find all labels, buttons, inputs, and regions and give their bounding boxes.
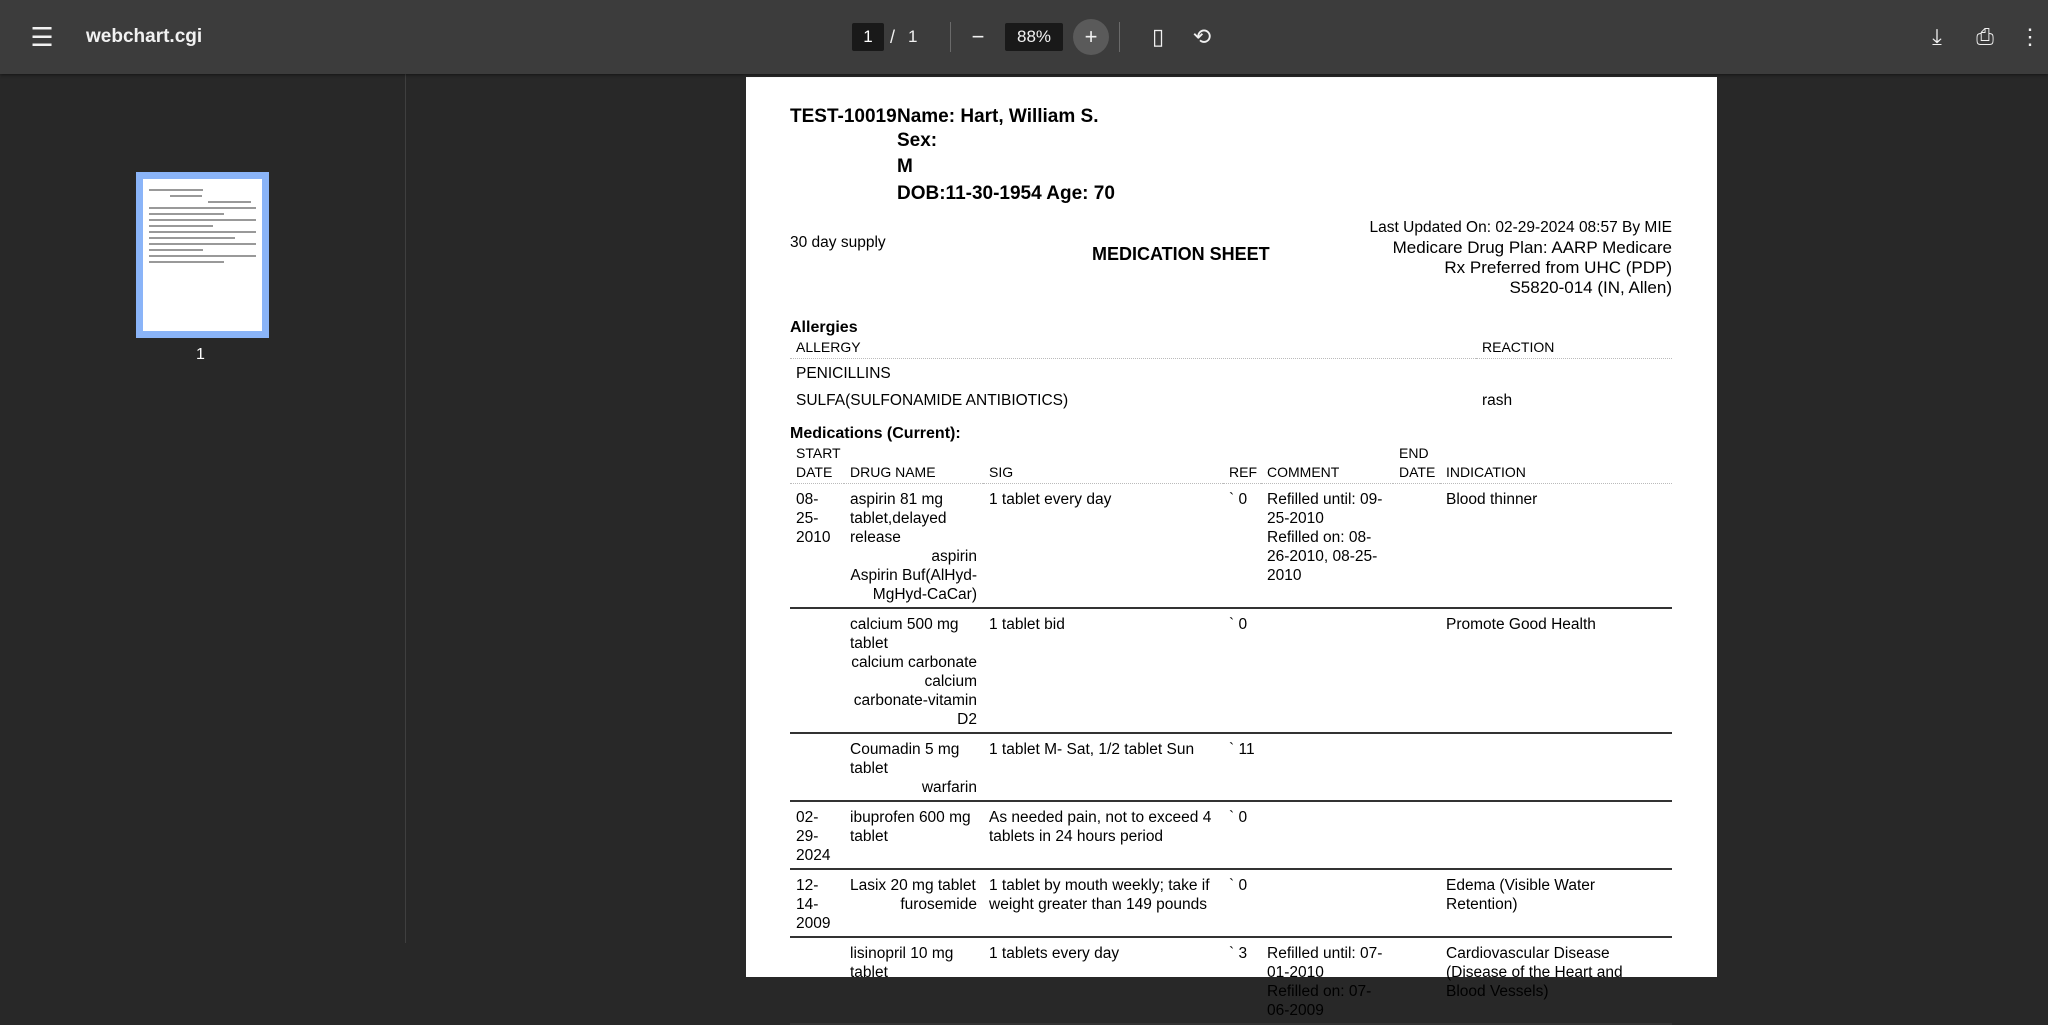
indication <box>1440 733 1672 801</box>
drug-name-cell <box>844 733 983 801</box>
start-date <box>790 733 844 801</box>
medication-row <box>790 484 1672 609</box>
allergy-reaction <box>1476 359 1672 387</box>
pdf-toolbar <box>0 0 2048 74</box>
download-icon[interactable]: ⤓ <box>1932 24 1942 49</box>
refills: ` 11 <box>1223 733 1261 801</box>
column-header-sig: SIG <box>983 443 1223 484</box>
end-date <box>1393 869 1440 937</box>
end-date <box>1393 608 1440 733</box>
start-date: 08-25-2010 <box>790 484 844 609</box>
comment-cell <box>1261 869 1393 937</box>
drug-name: lisinopril 10 mg tablet <box>850 945 954 981</box>
drug-name-cell <box>844 608 983 733</box>
column-header: ALLERGY <box>790 337 1476 359</box>
divider <box>950 22 951 52</box>
last-updated: Last Updated On: 02-29-2024 08:57 By MIE <box>1369 219 1672 236</box>
comment-cell <box>1261 801 1393 869</box>
allergies-heading: Allergies <box>790 319 858 336</box>
drug-name-cell <box>844 484 983 609</box>
medication-row <box>790 869 1672 937</box>
sig: 1 tablet by mouth weekly; take if weight greater than 149 pounds <box>983 869 1223 937</box>
comment-cell <box>1261 937 1393 1024</box>
generic-name: aspirin <box>931 548 977 565</box>
column-header-drug-name: DRUG NAME <box>844 443 983 484</box>
document-title: webchart.cgi <box>86 26 203 47</box>
drug-plan-line: S5820-014 (IN, Allen) <box>1509 278 1672 297</box>
thumbnail-page-number: 1 <box>196 346 205 363</box>
sheet-title: MEDICATION SHEET <box>1092 244 1270 264</box>
zoom-level-input[interactable]: 88% <box>1005 23 1063 51</box>
drug-name: aspirin 81 mg tablet,delayed release <box>850 491 947 546</box>
sig: 1 tablet every day <box>983 484 1223 609</box>
pdf-page <box>746 77 1717 1019</box>
sig: 1 tablet bid <box>983 608 1223 733</box>
drug-name-cell <box>844 869 983 937</box>
drug-plan-line: Rx Preferred from UHC (PDP) <box>1444 258 1672 277</box>
indication: Cardiovascular Disease (Disease of the Heart and Blood Vessels) <box>1440 937 1672 1024</box>
start-date <box>790 608 844 733</box>
zoom-in-icon[interactable]: + <box>1073 19 1109 55</box>
zoom-out-icon[interactable]: − <box>971 24 985 49</box>
end-date <box>1393 801 1440 869</box>
patient-sex: M <box>897 156 913 177</box>
generic-name: furosemide <box>900 896 977 913</box>
indication: Blood thinner <box>1440 484 1672 609</box>
refills: ` 0 <box>1223 484 1261 609</box>
drug-name-cell <box>844 937 983 1024</box>
column-header-comment: COMMENT <box>1261 443 1393 484</box>
comment-cell <box>1261 608 1393 733</box>
patient-id: TEST-10019 <box>790 106 897 127</box>
generic-name: calcium carbonate-vitamin D2 <box>853 673 977 728</box>
generic-name: Aspirin Buf(AlHyd-MgHyd-CaCar) <box>850 567 977 603</box>
page-separator: / <box>890 26 896 47</box>
medication-row <box>790 937 1672 1024</box>
fit-page-icon[interactable]: ▯ <box>1151 24 1165 49</box>
divider <box>1119 22 1120 52</box>
more-icon[interactable]: ⋮ <box>2019 24 2041 49</box>
end-date <box>1393 937 1440 1024</box>
column-header: REACTION <box>1476 337 1672 359</box>
medication-row <box>790 801 1672 869</box>
allergy-reaction: rash <box>1482 392 1513 409</box>
start-date <box>790 937 844 1024</box>
column-header-indication: INDICATION <box>1440 443 1672 484</box>
end-date <box>1393 484 1440 609</box>
total-pages: 1 <box>908 27 918 46</box>
comment-cell <box>1261 484 1393 609</box>
allergies-table <box>790 337 1672 413</box>
end-date <box>1393 733 1440 801</box>
page-thumbnail[interactable] <box>136 172 269 338</box>
start-date: 02-29-2024 <box>790 801 844 869</box>
allergy-row <box>790 359 1672 387</box>
refills: ` 0 <box>1223 608 1261 733</box>
comment: Refilled on: 08-26-2010, 08-25-2010 <box>1267 529 1378 584</box>
rotate-icon[interactable]: ⟲ <box>1192 24 1212 49</box>
sig: As needed pain, not to exceed 4 tablets in 24 hours period <box>983 801 1223 869</box>
sig: 1 tablet M- Sat, 1/2 tablet Sun <box>983 733 1223 801</box>
indication: Edema (Visible Water Retention) <box>1440 869 1672 937</box>
refills: ` 3 <box>1223 937 1261 1024</box>
drug-name: calcium 500 mg tablet <box>850 616 959 652</box>
drug-name: Lasix 20 mg tablet <box>850 877 976 894</box>
generic-name: warfarin <box>921 779 977 796</box>
patient-dob: DOB:11-30-1954 Age: 70 <box>897 183 1115 204</box>
medications-heading: Medications (Current): <box>790 425 961 442</box>
column-header-end-date: END DATE <box>1393 443 1440 484</box>
drug-plan-line: Medicare Drug Plan: AARP Medicare <box>1392 238 1672 257</box>
column-header-ref: REF <box>1223 443 1261 484</box>
drug-name: Coumadin 5 mg tablet <box>850 741 960 777</box>
medication-row <box>790 733 1672 801</box>
medication-row <box>790 608 1672 733</box>
allergy-name: SULFA(SULFONAMIDE ANTIBIOTICS) <box>796 392 1069 409</box>
column-header-start-date: START DATE <box>790 443 844 484</box>
comment: Refilled until: 09-25-2010 <box>1267 491 1383 527</box>
print-icon[interactable]: ⎙ <box>1976 24 1994 49</box>
allergy-name: PENICILLINS <box>796 365 891 382</box>
medications-table <box>790 443 1672 1025</box>
sig: 1 tablets every day <box>983 937 1223 1024</box>
thumbnail-preview <box>143 179 262 331</box>
refills: ` 0 <box>1223 869 1261 937</box>
drug-name: ibuprofen 600 mg tablet <box>850 809 971 845</box>
menu-icon[interactable]: ☰ <box>30 21 54 52</box>
patient-name: Name: Hart, William S. Sex: <box>897 106 1099 151</box>
allergy-row <box>790 386 1672 413</box>
page-number-input[interactable]: 1 <box>852 23 884 51</box>
patient-header <box>790 105 1672 208</box>
thumbnail-sidebar <box>0 74 406 943</box>
indication: Promote Good Health <box>1440 608 1672 733</box>
supply-note: 30 day supply <box>790 234 886 251</box>
comment: Refilled until: 07-01-2010 <box>1267 945 1383 981</box>
indication <box>1440 801 1672 869</box>
comment: Refilled on: 07-06-2009 <box>1267 983 1372 1019</box>
refills: ` 0 <box>1223 801 1261 869</box>
drug-name-cell <box>844 801 983 869</box>
start-date: 12-14-2009 <box>790 869 844 937</box>
generic-name: calcium carbonate <box>851 654 977 671</box>
comment-cell <box>1261 733 1393 801</box>
